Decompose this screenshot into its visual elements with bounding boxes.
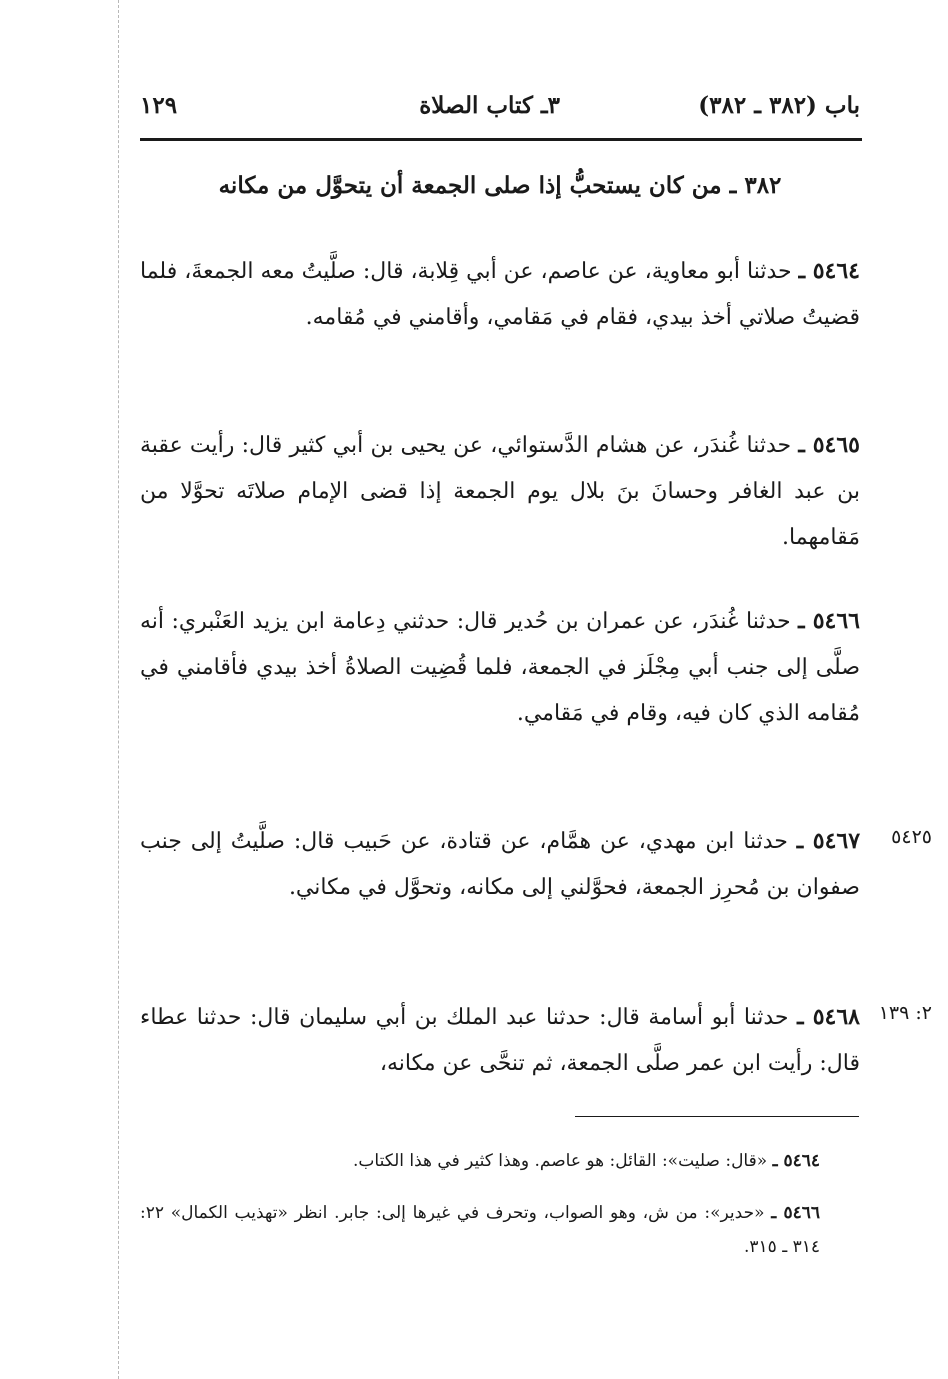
hadith-text: حدثنا ابن مهدي، عن همَّام، عن قتادة، عن حَبيب قال: صلَّيتُ إلى جنب صفوان بن مُحرِز الجمعة، فحوَّلني إلى مكانه، وتحوَّل في مكاني.	[140, 829, 860, 900]
footnote-5464	[140, 1144, 820, 1178]
book-title: ٣ـ كتاب الصلاة	[419, 92, 560, 119]
footnote-text: «قال: صليت»: القائل: هو عاصم. وهذا كثير في هذا الكتاب.	[353, 1151, 768, 1171]
margin-volume-page-reference: ٢: ١٣٩	[878, 1002, 932, 1024]
footnote-number: ٥٤٦٦ ـ	[771, 1203, 820, 1223]
hadith-text: حدثنا أبو معاوية، عن عاصم، عن أبي قِلابة، قال: صلَّيتُ معه الجمعةَ، فلما قضيتُ صلاتي أخذ بيدي، فقام في مَقامي، وأقامني في مُقامه.	[140, 259, 860, 330]
hadith-number: ٥٤٦٦ ـ	[798, 608, 860, 634]
hadith-number: ٥٤٦٧ ـ	[796, 828, 861, 854]
hadith-number: ٥٤٦٥ ـ	[798, 432, 860, 458]
header-rule	[140, 138, 862, 141]
hadith-number: ٥٤٦٨ ـ	[797, 1004, 860, 1030]
footnote-rule	[575, 1116, 859, 1117]
running-header	[140, 92, 860, 126]
hadith-text: حدثنا أبو أسامة قال: حدثنا عبد الملك بن أبي سليمان قال: حدثنا عطاء قال: رأيت ابن عمر صلَّى الجمعة، ثم تنحَّى عن مكانه،	[140, 1005, 860, 1076]
chapter-title: ٣٨٢ ـ من كان يستحبُّ إذا صلى الجمعة أن يتحوَّل من مكانه	[218, 172, 782, 199]
hadith-5465	[140, 422, 860, 561]
hadith-5468	[140, 994, 860, 1087]
hadith-5466	[140, 598, 860, 737]
hadith-5464	[140, 248, 860, 341]
hadith-text: حدثنا غُندَر، عن هشام الدَّستوائي، عن يحيى بن أبي كثير قال: رأيت عقبة بن عبد الغافر وحسانَ بنَ بلال يوم الجمعة إذا قضى الإمام صلاتَه تحوَّلا من مَقامهما.	[140, 433, 860, 550]
footnote-5466	[140, 1196, 820, 1264]
margin-cross-reference: ٥٤٢٥	[891, 826, 932, 848]
hadith-text: حدثنا غُندَر، عن عمران بن حُدير قال: حدثني دِعامة ابن يزيد العَنْبري: أنه صلَّى إلى جنب أبي مِجْلَز في الجمعة، فلما قُضِيت الصلاةُ أخذ بيدي فأقامني في مُقامه الذي كان فيه، وقام في مَقامي.	[140, 609, 860, 726]
page-fold-line	[118, 0, 119, 1379]
footnote-number: ٥٤٦٤ ـ	[772, 1151, 820, 1171]
page-number: ١٢٩	[140, 92, 178, 119]
hadith-number: ٥٤٦٤ ـ	[798, 258, 860, 284]
footnote-text: «حدير»: من ش، وهو الصواب، وتحرف في غيرها إلى: جابر. انظر «تهذيب الكمال» ٢٢: ٣١٤ ـ ٣١٥.	[140, 1203, 820, 1257]
hadith-5467	[140, 818, 860, 911]
chapter-range: باب (٣٨٢ ـ ٣٨٢)	[698, 92, 860, 119]
